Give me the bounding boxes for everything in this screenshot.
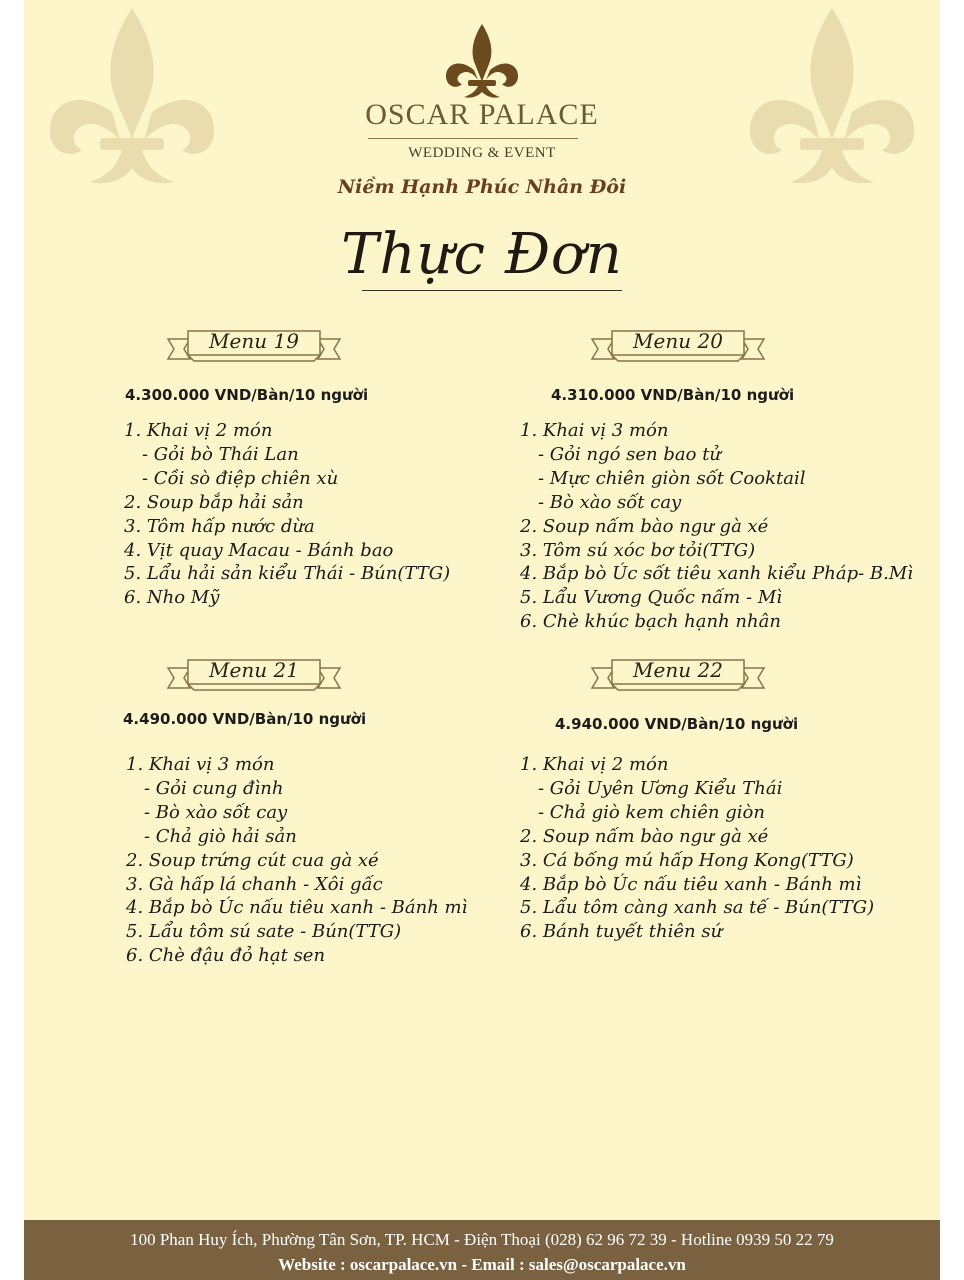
menu-item: 6. Bánh tuyết thiên sứ <box>520 921 723 943</box>
title-underline <box>362 290 622 291</box>
menu-item: 2. Soup nấm bào ngư gà xé <box>520 515 769 537</box>
menu-item: - Mực chiên giòn sốt Cooktail <box>538 467 806 489</box>
menu-20-label: Menu 20 <box>633 329 723 353</box>
menu-sheet <box>24 0 940 1280</box>
menu-item: 2. Soup bắp hải sản <box>124 491 304 513</box>
brand-name: OSCAR PALACE <box>365 98 599 131</box>
menu-item: 4. Vịt quay Macau - Bánh bao <box>124 539 394 561</box>
footer-contact: Website : oscarpalace.vn - Email : sales@oscarpalace.vn <box>278 1255 686 1274</box>
menu-item: 5. Lẩu tôm sú sate - Bún(TTG) <box>126 921 402 943</box>
menu-item: - Gỏi cung đình <box>144 777 284 799</box>
menu-item: - Chả giò hải sản <box>144 825 297 847</box>
menu-19-price: 4.300.000 VND/Bàn/10 người <box>125 386 369 404</box>
menu-item: 5. Lẩu tôm càng xanh sa tế - Bún(TTG) <box>520 897 875 919</box>
menu-20-price: 4.310.000 VND/Bàn/10 người <box>551 386 795 404</box>
menu-item: 3. Tôm sú xóc bơ tỏi(TTG) <box>520 539 756 561</box>
menu-item: 6. Nho Mỹ <box>124 587 220 609</box>
menu-item: 1. Khai vị 3 món <box>520 420 669 441</box>
menu-item: - Chả giò kem chiên giòn <box>538 801 765 823</box>
menu-item: 6. Chè khúc bạch hạnh nhân <box>520 611 781 633</box>
brand-divider <box>368 138 578 139</box>
menu-item: 5. Lẩu Vương Quốc nấm - Mì <box>520 587 783 609</box>
menu-item: - Gỏi bò Thái Lan <box>142 443 299 465</box>
footer-address: 100 Phan Huy Ích, Phường Tân Sơn, TP. HCM - Điện Thoại (028) 62 96 72 39 - Hotline 0939 50 22 79 <box>130 1230 834 1249</box>
menu-21-price: 4.490.000 VND/Bàn/10 người <box>123 710 367 728</box>
menu-21-banner <box>164 656 344 696</box>
menu-21-label: Menu 21 <box>209 658 299 682</box>
menu-21-items <box>126 753 467 968</box>
menu-item: 1. Khai vị 2 món <box>124 420 273 441</box>
page-title: Thực Đơn <box>341 222 623 287</box>
menu-22-price: 4.940.000 VND/Bàn/10 người <box>555 715 799 733</box>
menu-item: - Bò xào sốt cay <box>144 801 288 823</box>
footer-bar <box>24 1220 940 1280</box>
menu-20-items <box>520 419 913 634</box>
menu-22-banner <box>588 656 768 696</box>
menu-item: 5. Lẩu hải sản kiểu Thái - Bún(TTG) <box>124 563 451 585</box>
brand-subtitle: WEDDING & EVENT <box>408 145 556 161</box>
menu-19-banner <box>164 327 344 367</box>
brand-slogan: Niềm Hạnh Phúc Nhân Đôi <box>337 176 627 198</box>
menu-item: 3. Cá bống mú hấp Hong Kong(TTG) <box>520 849 854 871</box>
menu-item: - Gỏi ngó sen bao tử <box>538 443 722 465</box>
menu-22-items <box>520 753 874 944</box>
menu-item: 6. Chè đậu đỏ hạt sen <box>126 945 326 967</box>
menu-item: 1. Khai vị 3 món <box>126 754 275 775</box>
menu-item: 4. Bắp bò Úc nấu tiêu xanh - Bánh mì <box>126 897 468 919</box>
menu-item: 3. Gà hấp lá chanh - Xôi gấc <box>126 873 383 895</box>
menu-item: 3. Tôm hấp nước dừa <box>124 515 315 537</box>
menu-item: - Gỏi Uyên Ương Kiểu Thái <box>538 777 783 799</box>
menu-item: - Cồi sò điệp chiên xù <box>142 467 339 489</box>
menu-19-items <box>124 419 450 610</box>
menu-item: - Bò xào sốt cay <box>538 491 682 513</box>
menu-19-label: Menu 19 <box>209 329 299 353</box>
menu-22-label: Menu 22 <box>633 658 723 682</box>
menu-item: 4. Bắp bò Úc nấu tiêu xanh - Bánh mì <box>520 873 862 895</box>
menu-item: 2. Soup nấm bào ngư gà xé <box>520 825 769 847</box>
menu-item: 2. Soup trứng cút cua gà xé <box>126 849 379 871</box>
menu-item: 4. Bắp bò Úc sốt tiêu xanh kiểu Pháp- B.Mì <box>520 563 914 585</box>
oscar-palace-logo-icon <box>442 22 522 100</box>
menu-item: 1. Khai vị 2 món <box>520 754 669 775</box>
menu-20-banner <box>588 327 768 367</box>
